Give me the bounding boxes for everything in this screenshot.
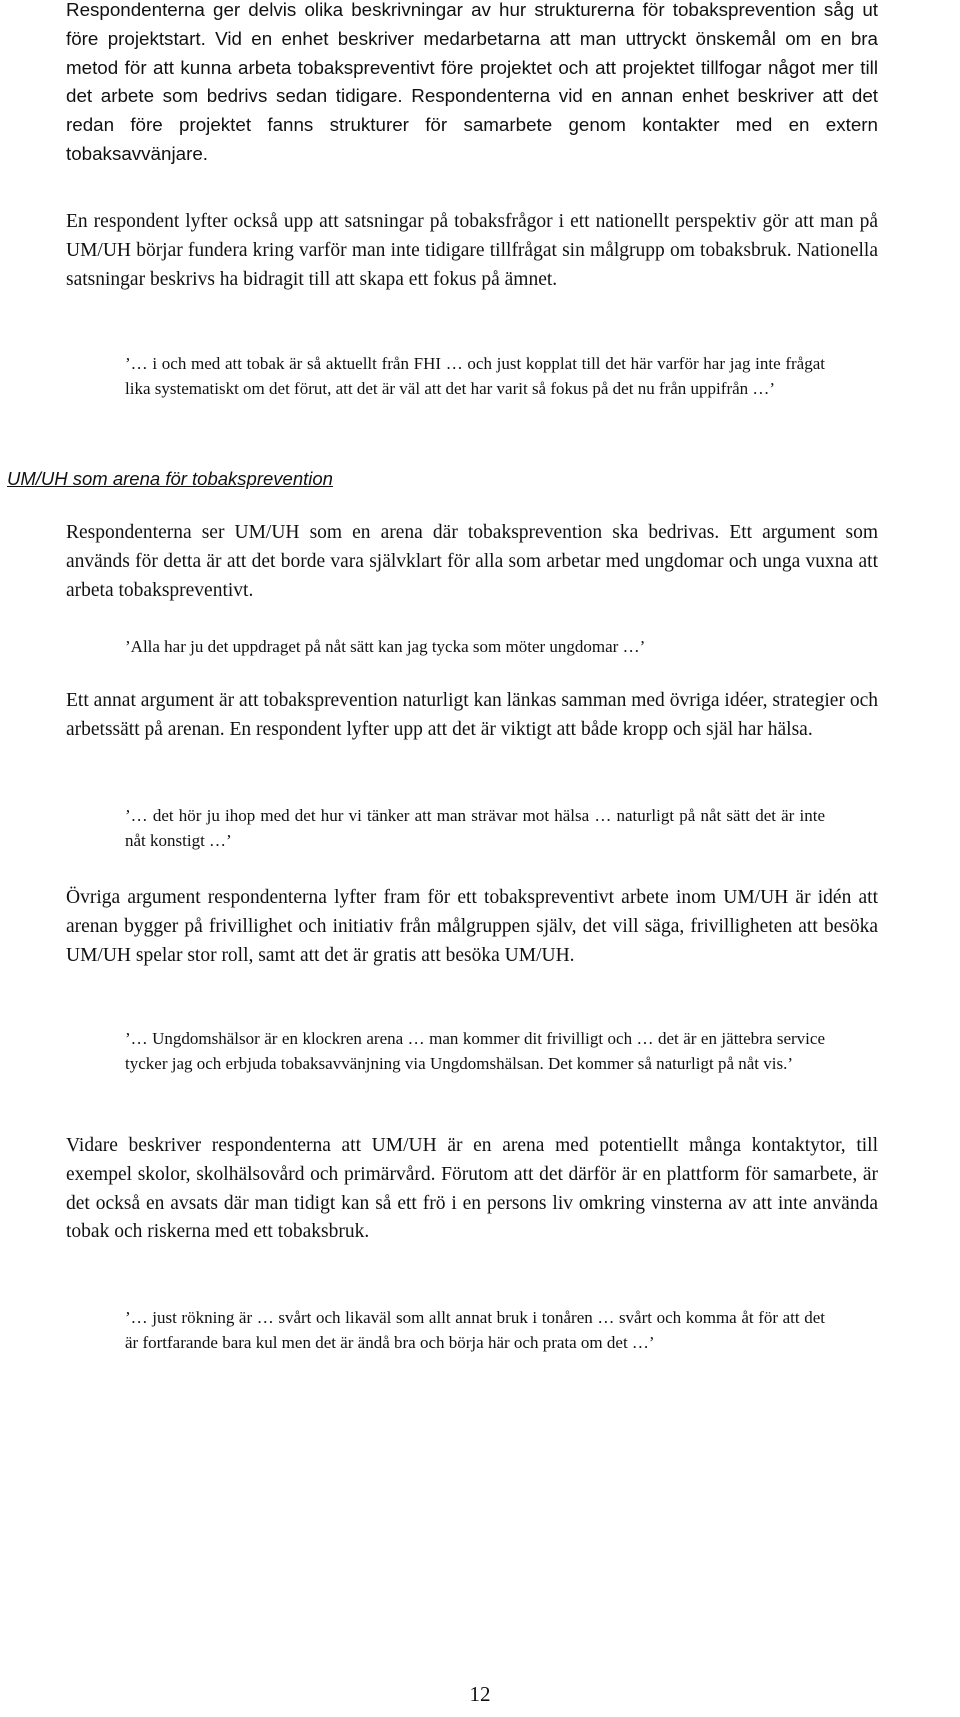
block-quote: ’Alla har ju det uppdraget på nåt sätt kan jag tycka som möter ungdomar …’ bbox=[125, 637, 646, 656]
body-paragraph: Respondenterna ser UM/UH som en arena där tobaksprevention ska bedrivas. Ett argument som används för detta är att det borde vara självklart för alla som arbetar med ungdomar och unga vuxna att arbeta tobakspreventivt. bbox=[66, 522, 878, 601]
block-quote: ’… i och med att tobak är så aktuellt från FHI … och just kopplat till det här varför har jag inte frågat lika systematiskt om det förut, att det är väl att det har varit så fokus på det nu från uppifrån …’ bbox=[125, 354, 825, 398]
section-heading: UM/UH som arena för tobaksprevention bbox=[7, 468, 333, 489]
block-quote: ’… just rökning är … svårt och likaväl som allt annat bruk i tonåren … svårt och komma åt för att det är fortfarande bara kul men det är ändå bra och börja här och prata om det …’ bbox=[125, 1308, 825, 1352]
block-quote: ’… Ungdomshälsor är en klockren arena … man kommer dit frivilligt och … det är en jättebra service tycker jag och erbjuda tobaksavvänjning via Ungdomshälsan. Det kommer så naturligt på nåt vis.’ bbox=[125, 1029, 825, 1073]
body-paragraph: Ett annat argument är att tobaksprevention naturligt kan länkas samman med övriga idéer, strategier och arbetssätt på arenan. En respondent lyfter upp att det är viktigt att både kropp och själ har hälsa. bbox=[66, 690, 878, 740]
page-number: 12 bbox=[469, 1682, 491, 1706]
block-quote: ’… det hör ju ihop med det hur vi tänker att man strävar mot hälsa … naturligt på nåt sätt det är inte nåt konstigt …’ bbox=[125, 806, 825, 850]
body-paragraph: Vidare beskriver respondenterna att UM/UH är en arena med potentiellt många kontaktytor, till exempel skolor, skolhälsovård och primärvård. Förutom att det därför är en plattform för samarbete, är det också en avsats där man tidigt kan så ett frö i en persons liv omkring vinsterna av att inte använda tobak och riskerna med ett tobaksbruk. bbox=[66, 1135, 878, 1243]
body-paragraph: Övriga argument respondenterna lyfter fram för ett tobakspreventivt arbete inom UM/UH är idén att arenan bygger på frivillighet och initiativ från målgruppen själv, det vill säga, frivilligheten att besöka UM/UH spelar stor roll, samt att det är gratis att besöka UM/UH. bbox=[66, 887, 878, 966]
body-paragraph: Respondenterna ger delvis olika beskrivningar av hur strukturerna för tobaksprevention såg ut före projektstart. Vid en enhet beskriver medarbetarna att man uttryckt önskemål om en bra metod för att kunna arbeta tobakspreventivt före projektet och att projektet tillfogar något mer till det arbete som bedrivs sedan tidigare. Respondenterna vid en annan enhet beskriver att det redan före projektet fanns strukturer för samarbete genom kontakter med en extern tobaksavvänjare. bbox=[66, 0, 878, 164]
body-paragraph: En respondent lyfter också upp att satsningar på tobaksfrågor i ett nationellt perspektiv gör att man på UM/UH börjar fundera kring varför man inte tidigare tillfrågat sin målgrupp om tobaksbruk. Nationella satsningar beskrivs ha bidragit till att skapa ett fokus på ämnet. bbox=[66, 211, 878, 290]
